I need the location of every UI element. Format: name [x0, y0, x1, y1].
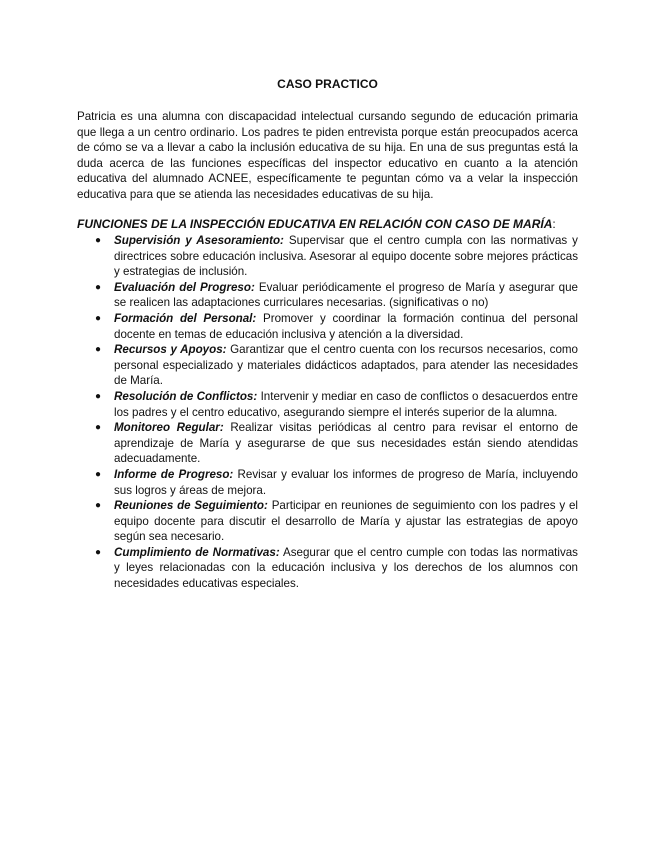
bullet-icon: ●	[95, 546, 102, 558]
bullet-icon: ●	[95, 235, 102, 246]
function-description: Garantizar que el centro cuenta con los recursos necesarios, como personal especializado y materiales didácticos adaptados, para atender las necesidades de María.	[114, 343, 578, 388]
functions-list	[77, 233, 578, 592]
list-item	[77, 498, 578, 545]
list-item	[77, 420, 578, 467]
list-item	[77, 311, 578, 342]
list-item	[77, 467, 578, 498]
function-description: Intervenir y mediar en caso de conflictos o desacuerdos entre los padres y el centro educativo, asegurando siempre el interés superior de la alumna.	[114, 389, 578, 419]
function-term: Reuniones de Seguimiento:	[114, 499, 268, 513]
list-item	[77, 545, 578, 592]
function-term: Evaluación del Progreso:	[114, 280, 255, 294]
function-description: Revisar y evaluar los informes de progreso de María, incluyendo sus logros y áreas de mejora.	[114, 467, 578, 497]
function-description: Participar en reuniones de seguimiento con los padres y el equipo docente para discutir el desarrollo de María y ajustar las estrategias de apoyo según sea necesario.	[114, 499, 578, 544]
bullet-icon: ●	[95, 390, 102, 402]
bullet-icon: ●	[95, 281, 102, 293]
function-term: Supervisión y Asesoramiento:	[114, 234, 284, 247]
bullet-icon: ●	[95, 312, 102, 324]
function-description: Evaluar periódicamente el progreso de María y asegurar que se realicen las adaptaciones curriculares necesarias. (significativas o no)	[114, 280, 578, 310]
function-term: Monitoreo Regular:	[114, 421, 224, 435]
function-term: Recursos y Apoyos:	[114, 343, 227, 357]
function-term: Cumplimiento de Normativas:	[114, 545, 280, 559]
bullet-icon: ●	[95, 468, 102, 480]
intro-paragraph: Patricia es una alumna con discapacidad intelectual cursando segundo de educación primaria que llega a un centro ordinario. Los padres te piden entrevista porque están preocupados acerca de cómo se va a llevar a cabo la inclusión educativa de su hija. En una de sus preguntas está la duda acerca de las funciones específicas del inspector educativo en cuanto a la atención educativa del alumnado ACNEE, específicamente te peguntan cómo va a velar la inspección educativa para que se atienda las necesidades educativas de su hija.	[77, 110, 578, 201]
bullet-icon: ●	[95, 500, 102, 512]
bullet-icon: ●	[95, 344, 102, 356]
list-item	[77, 342, 578, 389]
function-term: Formación del Personal:	[114, 311, 257, 325]
list-item	[77, 280, 578, 311]
function-description: Promover y coordinar la formación continua del personal docente en temas de educación inclusiva y atención a la diversidad.	[114, 311, 579, 341]
document-title: CASO PRACTICO	[277, 77, 378, 91]
list-item	[77, 233, 578, 280]
section-heading-colon: :	[552, 217, 556, 231]
function-description: Asegurar que el centro cumple con todas las normativas y leyes relacionadas con la educación inclusiva y los derechos de los alumnos con necesidades educativas especiales.	[114, 545, 578, 591]
bullet-icon: ●	[95, 422, 102, 434]
section-heading	[77, 217, 578, 231]
function-description: Realizar visitas periódicas al centro para revisar el entorno de aprendizaje de María y asegurarse de que sus necesidades están siendo atendidas adecuadamente.	[114, 421, 578, 466]
function-term: Resolución de Conflictos:	[114, 389, 258, 403]
list-item	[77, 389, 578, 420]
function-term: Informe de Progreso:	[114, 467, 234, 481]
function-description: Supervisar que el centro cumpla con las normativas y directrices sobre educación inclusiva. Asesorar al equipo docente sobre mejores prácticas y estrategias de inclusión.	[114, 234, 578, 279]
section-heading-text: FUNCIONES DE LA INSPECCIÓN EDUCATIVA EN RELACIÓN CON CASO DE MARÍA	[77, 217, 553, 231]
